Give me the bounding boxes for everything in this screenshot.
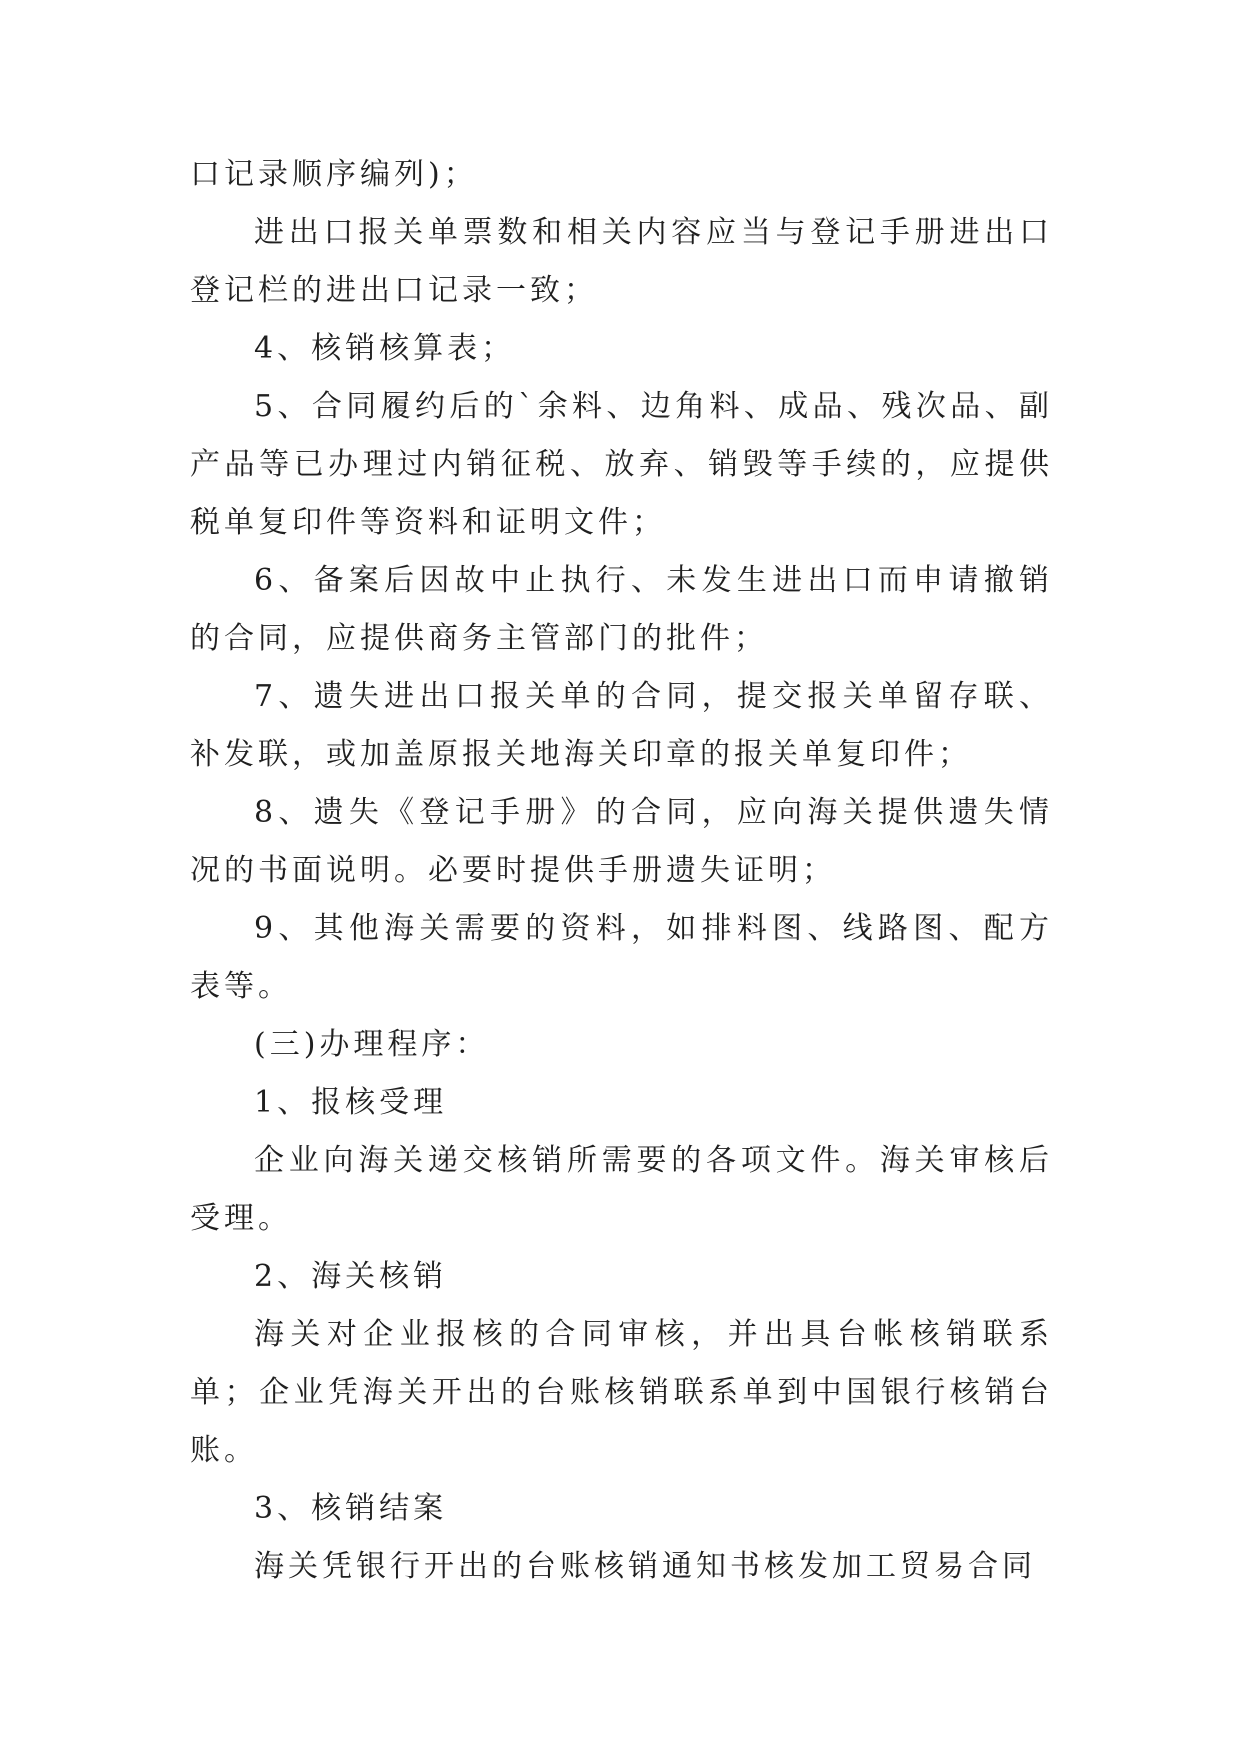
paragraph-13: 海关对企业报核的合同审核，并出具台帐核销联系单；企业凭海关开出的台账核销联系单到中国银行核销台账。 (190, 1317, 1053, 1468)
paragraph-11: 企业向海关递交核销所需要的各项文件。海关审核后受理。 (190, 1143, 1053, 1236)
document-body (190, 146, 1053, 1596)
paragraph-4: 5、合同履约后的`余料、边角料、成品、残次品、副产品等已办理过内销征税、放弃、销毁等手续的，应提供税单复印件等资料和证明文件； (190, 389, 1053, 540)
paragraph-14: 3、核销结案 (254, 1491, 448, 1526)
paragraph-3: 4、核销核算表； (254, 331, 516, 366)
paragraph-5: 6、备案后因故中止执行、未发生进出口而申请撤销的合同，应提供商务主管部门的批件； (190, 563, 1053, 656)
paragraph-9: (三)办理程序： (254, 1027, 490, 1062)
paragraph-12: 2、海关核销 (254, 1259, 448, 1294)
paragraph-2: 进出口报关单票数和相关内容应当与登记手册进出口登记栏的进出口记录一致； (190, 215, 1053, 308)
paragraph-6: 7、遗失进出口报关单的合同，提交报关单留存联、补发联，或加盖原报关地海关印章的报关单复印件； (190, 679, 1053, 772)
paragraph-10: 1、报核受理 (254, 1085, 448, 1120)
paragraph-8: 9、其他海关需要的资料，如排料图、线路图、配方表等。 (190, 911, 1053, 1004)
paragraph-1: 口记录顺序编列)； (190, 157, 478, 192)
paragraph-7: 8、遗失《登记手册》的合同，应向海关提供遗失情况的书面说明。必要时提供手册遗失证明； (190, 795, 1053, 888)
paragraph-15: 海关凭银行开出的台账核销通知书核发加工贸易合同 (254, 1549, 1036, 1584)
